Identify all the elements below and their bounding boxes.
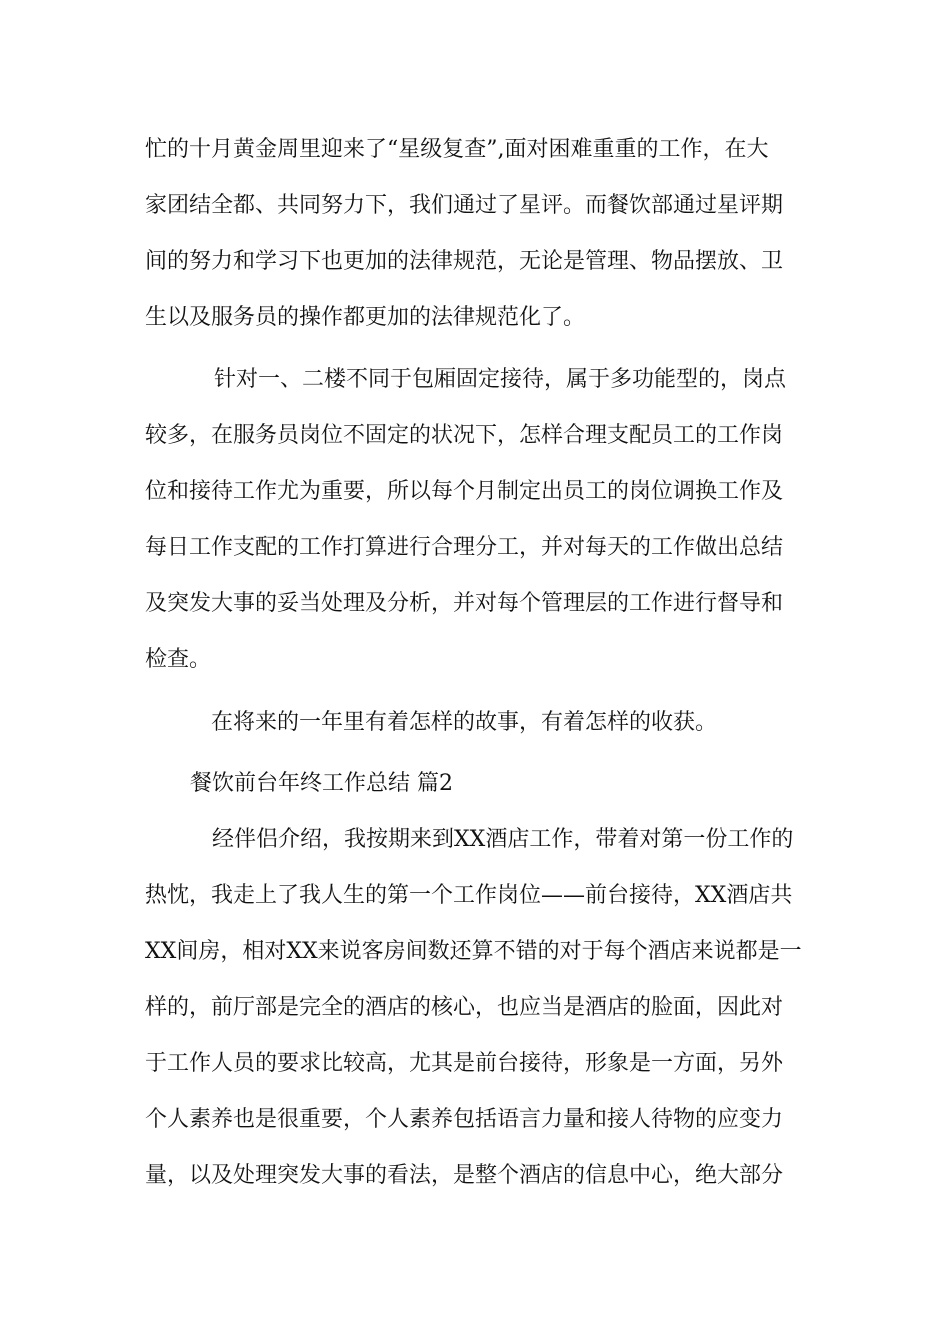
section-heading: 餐饮前台年终工作总结 篇2: [190, 771, 453, 796]
text-line: 个人素养也是很重要，个人素养包括语言力量和接人待物的应变力: [145, 1107, 784, 1132]
text-line: 在将来的一年里有着怎样的故事，有着怎样的收获。: [211, 710, 718, 735]
text-line: 经伴侣介绍，我按期来到XX酒店工作，带着对第一份工作的: [212, 827, 794, 852]
text-line: 量，以及处理突发大事的看法，是整个酒店的信息中心，绝大部分: [145, 1163, 784, 1188]
text-line: 热忱，我走上了我人生的第一个工作岗位——前台接待，XX酒店共: [145, 883, 793, 908]
text-line: 检查。: [145, 647, 212, 672]
text-line: 及突发大事的妥当处理及分析，并对每个管理层的工作进行督导和: [145, 591, 784, 616]
text-line: 家团结全都、共同努力下，我们通过了星评。而餐饮部通过星评期: [145, 193, 784, 218]
text-line: 间的努力和学习下也更加的法律规范，无论是管理、物品摆放、卫: [145, 249, 784, 274]
text-line: 每日工作支配的工作打算进行合理分工，并对每天的工作做出总结: [145, 535, 784, 560]
text-line: XX间房，相对XX来说客房间数还算不错的对于每个酒店来说都是一: [145, 939, 802, 964]
text-line: 忙的十月黄金周里迎来了“星级复查”,面对困难重重的工作，在大: [145, 137, 769, 162]
text-line: 针对一、二楼不同于包厢固定接待，属于多功能型的，岗点: [214, 367, 787, 392]
text-line: 较多，在服务员岗位不固定的状况下，怎样合理支配员工的工作岗: [145, 423, 784, 448]
text-line: 位和接待工作尤为重要，所以每个月制定出员工的岗位调换工作及: [145, 479, 784, 504]
text-line: 样的，前厅部是完全的酒店的核心，也应当是酒店的脸面，因此对: [145, 995, 784, 1020]
text-line: 于工作人员的要求比较高，尤其是前台接待，形象是一方面，另外: [145, 1051, 784, 1076]
text-line: 生以及服务员的操作都更加的法律规范化了。: [145, 305, 586, 330]
